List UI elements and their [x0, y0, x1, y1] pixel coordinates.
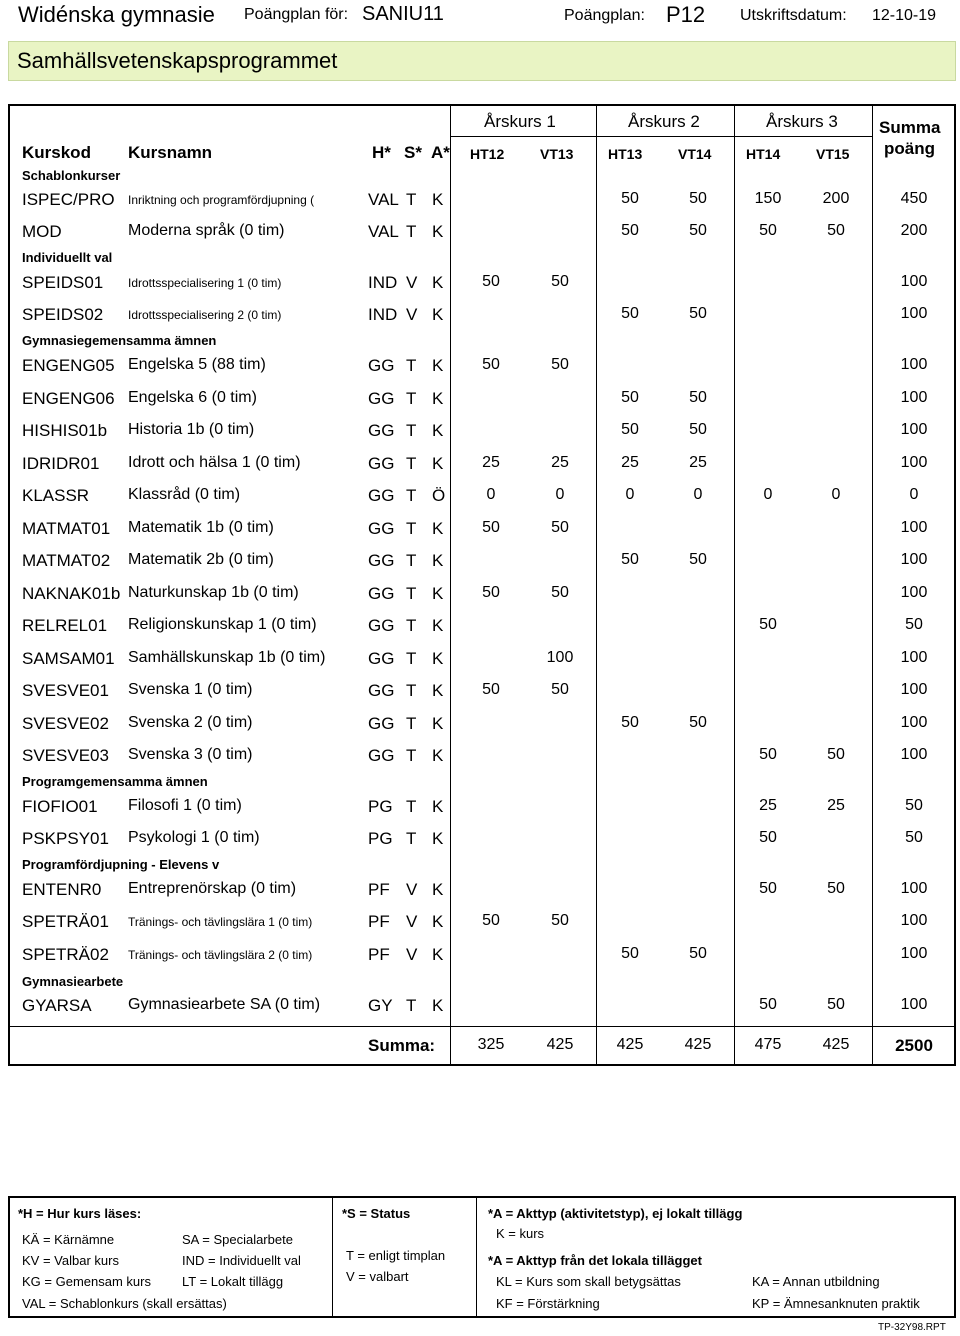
course-code: PSKPSY01 — [22, 829, 109, 848]
course-sum: 0 — [909, 486, 919, 503]
a-header: A* — [431, 143, 450, 162]
term-points: 50 — [482, 356, 500, 373]
course-name: Entreprenörskap (0 tim) — [128, 880, 297, 897]
term-points: 150 — [754, 190, 782, 207]
activity-type-value: K — [432, 454, 444, 473]
term-points: 50 — [689, 305, 707, 322]
term-points: 50 — [482, 912, 500, 929]
course-code: SPETRÄ02 — [22, 945, 109, 964]
legend-item: KA = Annan utbildning — [752, 1274, 880, 1289]
section-label: Gymnasiegemensamma ämnen — [22, 333, 217, 348]
h-value: IND — [368, 305, 398, 324]
h-value: PG — [368, 829, 393, 848]
term-points: 50 — [621, 421, 639, 438]
course-sum: 100 — [900, 912, 928, 929]
legend-item: KP = Ämnesanknuten praktik — [752, 1296, 920, 1311]
activity-type-value: K — [432, 551, 444, 570]
activity-type-value: K — [432, 746, 444, 765]
legend-item: K = kurs — [496, 1226, 545, 1241]
status-value: T — [406, 714, 417, 733]
legend-item: KG = Gemensam kurs — [22, 1274, 151, 1289]
course-name: Inriktning och programfördjupning ( — [128, 193, 315, 207]
year-3-header: Årskurs 3 — [766, 112, 838, 131]
status-value: T — [406, 829, 417, 848]
course-name: Idrott och hälsa 1 (0 tim) — [128, 454, 301, 471]
status-value: T — [406, 797, 417, 816]
legend-item: KF = Förstärkning — [496, 1296, 600, 1311]
term-points: 50 — [621, 945, 639, 962]
print-date-label: Utskriftsdatum: — [740, 7, 847, 24]
course-sum: 100 — [900, 746, 928, 763]
status-value: T — [406, 222, 417, 241]
course-sum: 100 — [900, 273, 928, 290]
legend-h-title: *H = Hur kurs läses: — [18, 1206, 142, 1221]
h-value: GY — [368, 996, 393, 1015]
course-code: ISPEC/PRO — [22, 190, 115, 209]
grid-line — [10, 1026, 954, 1027]
status-value: T — [406, 551, 417, 570]
section-label: Programgemensamma ämnen — [22, 774, 208, 789]
course-name: Filosofi 1 (0 tim) — [128, 797, 242, 814]
course-sum: 100 — [900, 996, 928, 1013]
course-code: SVESVE02 — [22, 714, 109, 733]
legend-box — [8, 1196, 956, 1318]
course-sum: 100 — [900, 305, 928, 322]
legend-item: LT = Lokalt tillägg — [182, 1274, 284, 1289]
legend-item: IND = Individuellt val — [182, 1253, 301, 1268]
course-sum: 100 — [900, 389, 928, 406]
course-code: KLASSR — [22, 486, 90, 505]
h-value: GG — [368, 551, 395, 570]
course-code: SAMSAM01 — [22, 649, 115, 668]
h-value: PG — [368, 797, 393, 816]
term-points: 50 — [759, 746, 777, 763]
sum-label: Summa: — [368, 1036, 436, 1055]
status-value: T — [406, 649, 417, 668]
status-value: V — [406, 945, 418, 964]
course-name: Psykologi 1 (0 tim) — [128, 829, 260, 846]
term-points: 50 — [482, 584, 500, 601]
course-sum: 100 — [900, 649, 928, 666]
course-name: Gymnasiearbete SA (0 tim) — [128, 996, 321, 1013]
course-code: SVESVE01 — [22, 681, 109, 700]
term-points: 50 — [759, 996, 777, 1013]
term-points: 0 — [486, 486, 496, 503]
activity-type-value: K — [432, 829, 444, 848]
legend-item: SA = Specialarbete — [182, 1232, 293, 1247]
course-code: SPEIDS02 — [22, 305, 104, 324]
activity-type-value: K — [432, 912, 444, 931]
term-points: 50 — [621, 190, 639, 207]
sum-header-2: poäng — [884, 139, 935, 158]
h-value: GG — [368, 616, 395, 635]
legend-a2-title: *A = Akttyp från det lokala tillägget — [488, 1253, 702, 1268]
activity-type-value: K — [432, 356, 444, 375]
course-sum: 100 — [900, 584, 928, 601]
status-value: T — [406, 454, 417, 473]
term-points: 0 — [625, 486, 635, 503]
term-points: 50 — [551, 584, 569, 601]
h-value: GG — [368, 746, 395, 765]
course-code: SPEIDS01 — [22, 273, 104, 292]
grid-line — [450, 106, 451, 1064]
course-name: Idrottsspecialisering 2 (0 tim) — [128, 308, 282, 322]
status-value: T — [406, 486, 417, 505]
term-points: 0 — [763, 486, 773, 503]
course-name: Svenska 2 (0 tim) — [128, 714, 253, 731]
section-label: Programfördjupning - Elevens v — [22, 857, 220, 872]
h-value: GG — [368, 519, 395, 538]
term-sum: 425 — [616, 1036, 644, 1053]
term-points: 25 — [482, 454, 500, 471]
h-value: GG — [368, 649, 395, 668]
course-sum: 100 — [900, 880, 928, 897]
course-sum: 200 — [900, 222, 928, 239]
term-points: 50 — [551, 681, 569, 698]
course-name: Historia 1b (0 tim) — [128, 421, 255, 438]
term-points: 25 — [551, 454, 569, 471]
course-name: Naturkunskap 1b (0 tim) — [128, 584, 299, 601]
course-sum: 100 — [900, 714, 928, 731]
activity-type-value: K — [432, 880, 444, 899]
course-code: ENGENG06 — [22, 389, 115, 408]
course-sum: 100 — [900, 421, 928, 438]
term-points: 50 — [759, 616, 777, 633]
year-1-header: Årskurs 1 — [484, 112, 556, 131]
term-header: HT14 — [746, 146, 781, 162]
term-points: 50 — [689, 190, 707, 207]
h-value: VAL — [368, 222, 399, 241]
activity-type-value: K — [432, 616, 444, 635]
legend-a-title: *A = Akttyp (aktivitetstyp), ej lokalt tillägg — [488, 1206, 743, 1221]
course-sum: 50 — [905, 797, 923, 814]
course-code: MATMAT01 — [22, 519, 111, 538]
h-value: GG — [368, 584, 395, 603]
activity-type-value: K — [432, 714, 444, 733]
course-code: HISHIS01b — [22, 421, 108, 440]
status-value: V — [406, 880, 418, 899]
h-value: GG — [368, 454, 395, 473]
grid-line — [596, 106, 597, 1064]
term-points: 50 — [551, 912, 569, 929]
activity-type-value: K — [432, 519, 444, 538]
legend-item: KL = Kurs som skall betygsättas — [496, 1274, 681, 1289]
status-value: V — [406, 305, 418, 324]
term-points: 50 — [689, 389, 707, 406]
course-code: MATMAT02 — [22, 551, 111, 570]
program-banner — [8, 41, 956, 81]
term-points: 25 — [827, 797, 845, 814]
term-points: 200 — [822, 190, 850, 207]
term-points: 25 — [759, 797, 777, 814]
status-value: V — [406, 273, 418, 292]
grid-line — [476, 1198, 477, 1316]
course-code: IDRIDR01 — [22, 454, 100, 473]
term-header: VT13 — [540, 146, 574, 162]
school-name: Widénska gymnasie — [18, 2, 215, 27]
term-sum: 325 — [477, 1036, 505, 1053]
sum-header-1: Summa — [879, 118, 941, 137]
term-points: 25 — [689, 454, 707, 471]
status-value: T — [406, 356, 417, 375]
course-code: GYARSA — [22, 996, 92, 1015]
term-points: 0 — [555, 486, 565, 503]
term-points: 50 — [621, 714, 639, 731]
activity-type-value: K — [432, 273, 444, 292]
status-value: T — [406, 584, 417, 603]
course-name: Tränings- och tävlingslära 1 (0 tim) — [128, 915, 313, 929]
course-sum: 100 — [900, 681, 928, 698]
course-code: RELREL01 — [22, 616, 108, 635]
course-name: Engelska 6 (0 tim) — [128, 389, 257, 406]
term-sum: 425 — [546, 1036, 574, 1053]
term-points: 50 — [621, 305, 639, 322]
course-sum: 100 — [900, 945, 928, 962]
course-sum: 100 — [900, 454, 928, 471]
activity-type-value: Ö — [432, 486, 446, 505]
status-value: T — [406, 519, 417, 538]
term-header: HT13 — [608, 146, 643, 162]
year-2-header: Årskurs 2 — [628, 112, 700, 131]
status-value: T — [406, 996, 417, 1015]
course-name: Tränings- och tävlingslära 2 (0 tim) — [128, 948, 313, 962]
status-value: V — [406, 912, 418, 931]
term-points: 50 — [827, 222, 845, 239]
activity-type-value: K — [432, 190, 444, 209]
course-name: Moderna språk (0 tim) — [128, 222, 285, 239]
term-sum: 475 — [754, 1036, 782, 1053]
course-code: SPETRÄ01 — [22, 912, 109, 931]
points-plan-value: P12 — [666, 2, 706, 27]
course-name: Samhällskunskap 1b (0 tim) — [128, 649, 326, 666]
legend-s-title: *S = Status — [342, 1206, 411, 1221]
status-value: T — [406, 681, 417, 700]
h-value: IND — [368, 273, 398, 292]
course-code-header: Kurskod — [22, 143, 91, 162]
h-value: GG — [368, 486, 395, 505]
term-header: VT14 — [678, 146, 712, 162]
activity-type-value: K — [432, 305, 444, 324]
grid-line — [734, 106, 735, 1064]
term-header: VT15 — [816, 146, 850, 162]
term-points: 50 — [621, 389, 639, 406]
h-value: VAL — [368, 190, 399, 209]
term-sum: 425 — [822, 1036, 850, 1053]
points-plan-label: Poängplan: — [564, 7, 645, 24]
activity-type-value: K — [432, 681, 444, 700]
status-value: T — [406, 616, 417, 635]
legend-item: VAL = Schablonkurs (skall ersättas) — [22, 1296, 227, 1311]
course-code: ENGENG05 — [22, 356, 115, 375]
term-header: HT12 — [470, 146, 505, 162]
term-points: 50 — [759, 222, 777, 239]
activity-type-value: K — [432, 389, 444, 408]
plan-for-label: Poängplan för: — [244, 6, 349, 23]
course-name-header: Kursnamn — [128, 143, 213, 162]
term-points: 50 — [689, 551, 707, 568]
report-header — [0, 0, 960, 32]
term-points: 50 — [482, 273, 500, 290]
term-points: 50 — [551, 273, 569, 290]
grand-total: 2500 — [895, 1036, 933, 1055]
term-points: 50 — [689, 222, 707, 239]
h-value: GG — [368, 389, 395, 408]
grid-line — [872, 106, 873, 1064]
course-table — [8, 104, 956, 1066]
status-value: T — [406, 389, 417, 408]
course-name: Engelska 5 (88 tim) — [128, 356, 266, 373]
course-sum: 100 — [900, 519, 928, 536]
h-value: PF — [368, 880, 390, 899]
h-value: GG — [368, 681, 395, 700]
term-points: 50 — [621, 222, 639, 239]
course-name: Matematik 2b (0 tim) — [128, 551, 274, 568]
term-points: 50 — [827, 746, 845, 763]
section-label: Gymnasiearbete — [22, 974, 124, 989]
term-points: 50 — [551, 519, 569, 536]
activity-type-value: K — [432, 222, 444, 241]
course-name: Svenska 3 (0 tim) — [128, 746, 253, 763]
term-points: 50 — [827, 996, 845, 1013]
legend-item: V = valbart — [346, 1269, 409, 1284]
course-name: Klassråd (0 tim) — [128, 486, 241, 503]
activity-type-value: K — [432, 797, 444, 816]
status-value: T — [406, 421, 417, 440]
legend-item: KV = Valbar kurs — [22, 1253, 119, 1268]
course-name: Idrottsspecialisering 1 (0 tim) — [128, 276, 282, 290]
h-value: PF — [368, 912, 390, 931]
term-points: 50 — [827, 880, 845, 897]
grid-line — [332, 1198, 333, 1316]
term-points: 50 — [689, 421, 707, 438]
term-points: 50 — [621, 551, 639, 568]
print-date-value: 12-10-19 — [872, 7, 937, 24]
term-points: 25 — [621, 454, 639, 471]
status-value: T — [406, 746, 417, 765]
term-points: 50 — [482, 681, 500, 698]
report-id: TP-32Y98.RPT — [878, 1322, 946, 1333]
course-name: Religionskunskap 1 (0 tim) — [128, 616, 317, 633]
term-points: 50 — [759, 829, 777, 846]
plan-for-value: SANIU11 — [362, 3, 444, 25]
activity-type-value: K — [432, 996, 444, 1015]
course-sum: 50 — [905, 829, 923, 846]
h-value: GG — [368, 421, 395, 440]
course-name: Matematik 1b (0 tim) — [128, 519, 274, 536]
course-sum: 100 — [900, 551, 928, 568]
term-points: 0 — [831, 486, 841, 503]
legend-item: KÄ = Kärnämne — [22, 1232, 115, 1247]
term-points: 50 — [689, 945, 707, 962]
term-points: 0 — [693, 486, 703, 503]
course-code: MOD — [22, 222, 62, 241]
course-code: SVESVE03 — [22, 746, 109, 765]
legend-item: T = enligt timplan — [346, 1248, 446, 1263]
term-points: 50 — [689, 714, 707, 731]
course-sum: 450 — [900, 190, 928, 207]
status-value: T — [406, 190, 417, 209]
section-label: Individuellt val — [22, 250, 113, 265]
h-value: GG — [368, 356, 395, 375]
term-points: 50 — [482, 519, 500, 536]
course-code: NAKNAK01b — [22, 584, 121, 603]
course-code: FIOFIO01 — [22, 797, 98, 816]
h-value: PF — [368, 945, 390, 964]
term-points: 50 — [759, 880, 777, 897]
activity-type-value: K — [432, 421, 444, 440]
h-value: GG — [368, 714, 395, 733]
program-title: Samhällsvetenskapsprogrammet — [17, 48, 338, 73]
activity-type-value: K — [432, 649, 444, 668]
activity-type-value: K — [432, 945, 444, 964]
activity-type-value: K — [432, 584, 444, 603]
term-points: 100 — [546, 649, 574, 666]
section-label: Schablonkurser — [22, 168, 121, 183]
course-code: ENTENR0 — [22, 880, 102, 899]
course-sum: 100 — [900, 356, 928, 373]
term-sum: 425 — [684, 1036, 712, 1053]
course-name: Svenska 1 (0 tim) — [128, 681, 253, 698]
term-points: 50 — [551, 356, 569, 373]
course-sum: 50 — [905, 616, 923, 633]
grid-line — [450, 136, 872, 137]
h-header: H* — [372, 143, 391, 162]
s-header: S* — [404, 143, 422, 162]
